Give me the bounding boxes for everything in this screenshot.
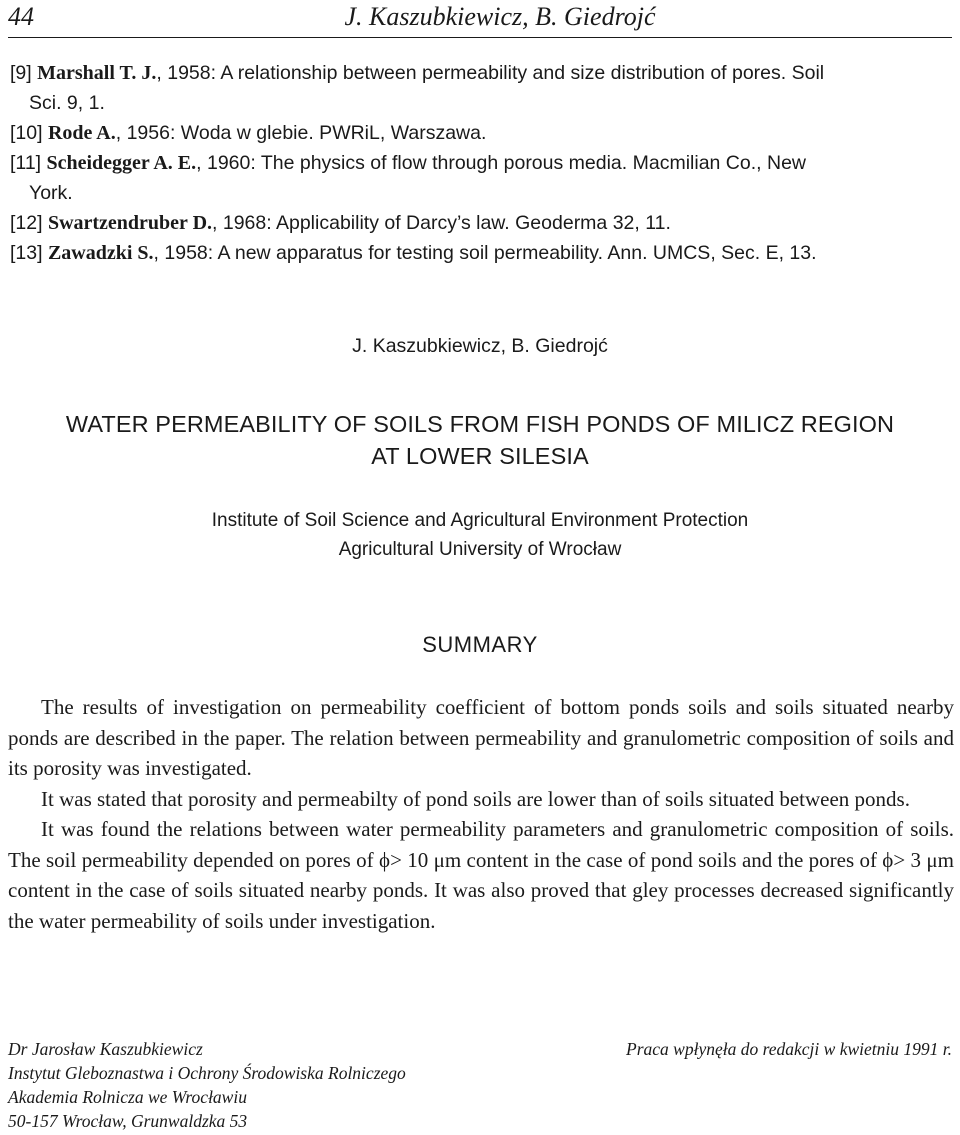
reference-continuation: York. bbox=[29, 182, 73, 204]
reference-continuation: Sci. 9, 1. bbox=[29, 92, 105, 114]
reference-text: , 1958: A relationship between permeability and size distribution of pores. Soil bbox=[156, 62, 825, 84]
article-title-line: AT LOWER SILESIA bbox=[371, 443, 589, 469]
reference-author: Zawadzki S. bbox=[47, 242, 154, 264]
summary-body bbox=[8, 692, 954, 936]
reference-number: [9] bbox=[10, 62, 32, 84]
reference-number: [12] bbox=[10, 212, 43, 234]
address-line: 50-157 Wrocław, Grunwaldzka 53 bbox=[8, 1111, 248, 1131]
header-rule bbox=[8, 37, 952, 38]
reference-author: Marshall T. J. bbox=[37, 62, 157, 84]
reference-text: , 1956: Woda w glebie. PWRiL, Warszawa. bbox=[115, 122, 487, 144]
address-line: Dr Jarosław Kaszubkiewicz bbox=[8, 1039, 203, 1059]
affiliation-line: Institute of Soil Science and Agricultural Environment Protection bbox=[211, 510, 749, 531]
affiliation-line: Agricultural University of Wrocław bbox=[338, 539, 622, 560]
reference-text: , 1958: A new apparatus for testing soil permeability. Ann. UMCS, Sec. E, 13. bbox=[153, 242, 817, 264]
running-title: J. Kaszubkiewicz, B. Giedrojć bbox=[344, 2, 656, 31]
page-header bbox=[8, 2, 952, 36]
reference-item bbox=[10, 118, 955, 148]
received-note: Praca wpłynęła do redakcji w kwietniu 1991 r. bbox=[626, 1039, 952, 1059]
reference-number: [10] bbox=[10, 122, 43, 144]
reference-author: Rode A. bbox=[47, 122, 116, 144]
summary-paragraph: The results of investigation on permeability coefficient of bottom ponds soils and soils situated nearby ponds are described in the paper. The relation between permeability and granulometric composition of soils and its porosity was investigated. bbox=[8, 695, 954, 780]
article-title-line: WATER PERMEABILITY OF SOILS FROM FISH PONDS OF MILICZ REGION bbox=[65, 411, 895, 437]
reference-text: , 1968: Applicability of Darcy’s law. Geoderma 32, 11. bbox=[212, 212, 671, 234]
summary-heading: SUMMARY bbox=[422, 632, 538, 657]
affiliation bbox=[0, 506, 960, 564]
reference-text: , 1960: The physics of flow through porous media. Macmilian Co., New bbox=[196, 152, 806, 174]
reference-item bbox=[10, 148, 955, 208]
summary-paragraph: It was found the relations between water permeability parameters and granulometric composition of soils. The soil permeability depended on pores of ϕ> 10 μm content in the case of pond soils and the pores of ϕ> 3 μm content in the case of soils situated nearby ponds. It was also proved that gley processes decreased significantly the water permeability of soils under investigation. bbox=[8, 817, 954, 933]
reference-list bbox=[10, 58, 955, 268]
reference-number: [13] bbox=[10, 242, 43, 264]
article-byline: J. Kaszubkiewicz, B. Giedrojć bbox=[352, 335, 608, 357]
reference-author: Scheidegger A. E. bbox=[46, 152, 197, 174]
reference-item bbox=[10, 238, 955, 268]
reference-item bbox=[10, 58, 955, 118]
reference-item bbox=[10, 208, 955, 238]
reference-author: Swartzendruber D. bbox=[47, 212, 213, 234]
address-line: Akademia Rolnicza we Wrocławiu bbox=[8, 1087, 247, 1107]
summary-paragraph: It was stated that porosity and permeabilty of pond soils are lower than of soils situated between ponds. bbox=[41, 786, 910, 811]
reference-number: [11] bbox=[10, 152, 42, 174]
page-number: 44 bbox=[8, 2, 34, 31]
article-title bbox=[0, 408, 960, 472]
author-address bbox=[8, 1037, 406, 1133]
address-line: Instytut Gleboznastwa i Ochrony Środowiska Rolniczego bbox=[8, 1063, 406, 1083]
